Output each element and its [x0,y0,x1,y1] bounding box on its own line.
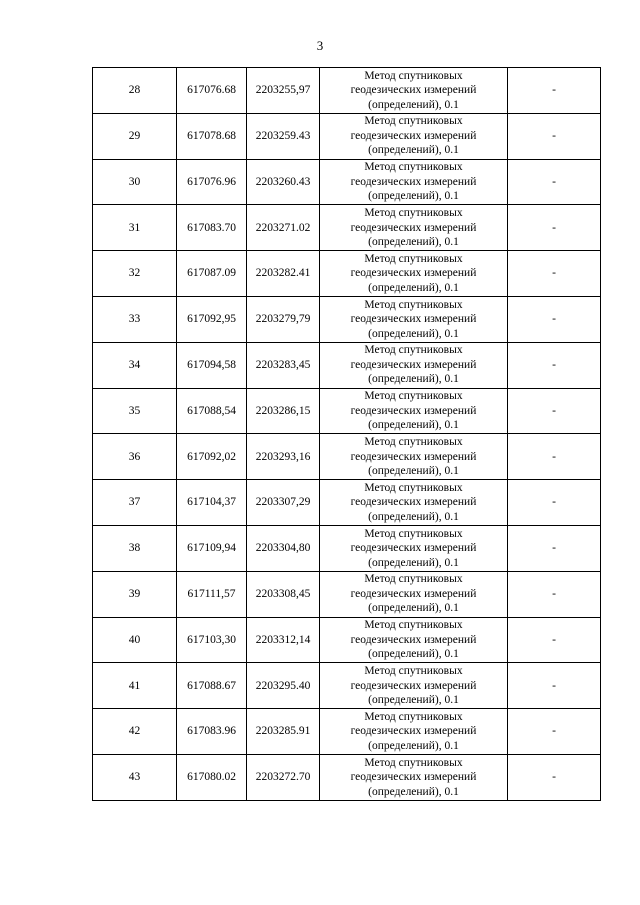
y-coordinate-cell: 2203304,80 [247,525,320,571]
point-number-cell: 35 [93,388,177,434]
y-coordinate-cell: 2203260.43 [247,159,320,205]
method-cell [320,525,508,571]
x-coordinate-cell: 617111,57 [177,571,247,617]
method-text-line: геодезических измерений [350,725,477,738]
method-text-line: геодезических измерений [350,129,477,142]
y-coordinate-cell: 2203307,29 [247,480,320,526]
point-number-cell: 32 [93,251,177,297]
method-cell [320,388,508,434]
table-row [93,388,601,434]
table-row [93,68,601,114]
method-cell [320,663,508,709]
method-text-line: (определений), 0.1 [368,465,459,478]
method-text-line: геодезических измерений [350,313,477,326]
extra-cell: - [508,342,601,388]
extra-cell: - [508,434,601,480]
method-text-line: Метод спутниковых [364,573,463,586]
x-coordinate-cell: 617104,37 [177,480,247,526]
method-text-line: (определений), 0.1 [368,556,459,569]
method-cell [320,342,508,388]
table-row [93,754,601,800]
table-row [93,342,601,388]
method-cell [320,571,508,617]
point-number-cell: 39 [93,571,177,617]
extra-cell: - [508,205,601,251]
table-row [93,617,601,663]
x-coordinate-cell: 617088.67 [177,663,247,709]
x-coordinate-cell: 617087.09 [177,251,247,297]
method-cell [320,159,508,205]
method-cell [320,480,508,526]
method-text-line: Метод спутниковых [364,710,463,723]
table-row [93,205,601,251]
method-text-line: геодезических измерений [350,404,477,417]
method-text-line: Метод спутниковых [364,756,463,769]
point-number-cell: 33 [93,296,177,342]
method-text-line: геодезических измерений [350,84,477,97]
x-coordinate-cell: 617076.96 [177,159,247,205]
point-number-cell: 40 [93,617,177,663]
point-number-cell: 38 [93,525,177,571]
x-coordinate-cell: 617088,54 [177,388,247,434]
method-cell [320,296,508,342]
x-coordinate-cell: 617080.02 [177,754,247,800]
method-text-line: Метод спутниковых [364,481,463,494]
coordinates-table [92,67,601,801]
extra-cell: - [508,709,601,755]
x-coordinate-cell: 617092,95 [177,296,247,342]
point-number-cell: 34 [93,342,177,388]
method-text-line: геодезических измерений [350,679,477,692]
x-coordinate-cell: 617076.68 [177,68,247,114]
method-text-line: (определений), 0.1 [368,785,459,798]
method-text-line: Метод спутниковых [364,665,463,677]
method-text-line: (определений), 0.1 [368,281,459,294]
method-text-line: Метод спутниковых [364,298,463,311]
table-row [93,251,601,297]
point-number-cell: 43 [93,754,177,800]
point-number-cell: 37 [93,480,177,526]
point-number-cell: 42 [93,709,177,755]
y-coordinate-cell: 2203312,14 [247,617,320,663]
table-row [93,159,601,205]
y-coordinate-cell: 2203271.02 [247,205,320,251]
method-cell [320,68,508,114]
table-row [93,571,601,617]
method-text-line: Метод спутниковых [364,619,463,632]
method-text-line: (определений), 0.1 [368,739,459,752]
y-coordinate-cell: 2203255,97 [247,68,320,114]
x-coordinate-cell: 617078.68 [177,113,247,159]
y-coordinate-cell: 2203285.91 [247,709,320,755]
extra-cell: - [508,68,601,114]
method-text-line: (определений), 0.1 [368,694,459,706]
extra-cell: - [508,480,601,526]
table-row [93,434,601,480]
y-coordinate-cell: 2203272.70 [247,754,320,800]
method-cell [320,113,508,159]
method-text-line: геодезических измерений [350,267,477,280]
y-coordinate-cell: 2203279,79 [247,296,320,342]
x-coordinate-cell: 617109,94 [177,525,247,571]
point-number-cell: 28 [93,68,177,114]
extra-cell: - [508,251,601,297]
method-cell [320,709,508,755]
point-number-cell: 30 [93,159,177,205]
extra-cell: - [508,617,601,663]
point-number-cell: 36 [93,434,177,480]
method-cell [320,205,508,251]
table-row [93,525,601,571]
y-coordinate-cell: 2203293,16 [247,434,320,480]
x-coordinate-cell: 617083.96 [177,709,247,755]
method-text-line: Метод спутниковых [364,207,463,220]
method-text-line: геодезических измерений [350,587,477,600]
method-text-line: геодезических измерений [350,450,477,463]
method-text-line: геодезических измерений [350,496,477,509]
method-text-line: Метод спутниковых [364,115,463,128]
extra-cell: - [508,754,601,800]
point-number-cell: 31 [93,205,177,251]
method-text-line: геодезических измерений [350,771,477,784]
coordinates-table-body [93,68,601,801]
method-text-line: (определений), 0.1 [368,602,459,615]
y-coordinate-cell: 2203308,45 [247,571,320,617]
x-coordinate-cell: 617103,30 [177,617,247,663]
method-text-line: Метод спутниковых [364,527,463,540]
table-row [93,663,601,709]
method-text-line: геодезических измерений [350,633,477,646]
y-coordinate-cell: 2203282.41 [247,251,320,297]
table-row [93,296,601,342]
point-number-cell: 41 [93,663,177,709]
extra-cell: - [508,525,601,571]
x-coordinate-cell: 617083.70 [177,205,247,251]
method-text-line: геодезических измерений [350,542,477,555]
extra-cell: - [508,571,601,617]
method-text-line: геодезических измерений [350,221,477,234]
x-coordinate-cell: 617092,02 [177,434,247,480]
point-number-cell: 29 [93,113,177,159]
y-coordinate-cell: 2203283,45 [247,342,320,388]
method-text-line: Метод спутниковых [364,69,463,82]
method-text-line: (определений), 0.1 [368,510,459,523]
method-text-line: (определений), 0.1 [368,144,459,157]
extra-cell: - [508,159,601,205]
method-text-line: Метод спутниковых [364,252,463,265]
extra-cell: - [508,388,601,434]
method-cell [320,617,508,663]
x-coordinate-cell: 617094,58 [177,342,247,388]
method-cell [320,434,508,480]
method-text-line: геодезических измерений [350,358,477,371]
method-text-line: (определений), 0.1 [368,373,459,386]
method-text-line: геодезических измерений [350,175,477,188]
extra-cell: - [508,113,601,159]
method-cell [320,251,508,297]
method-text-line: Метод спутниковых [364,344,463,357]
method-text-line: (определений), 0.1 [368,236,459,249]
method-text-line: Метод спутниковых [364,436,463,449]
y-coordinate-cell: 2203259.43 [247,113,320,159]
method-text-line: (определений), 0.1 [368,419,459,432]
method-text-line: (определений), 0.1 [368,98,459,111]
method-text-line: (определений), 0.1 [368,327,459,340]
y-coordinate-cell: 2203295.40 [247,663,320,709]
extra-cell: - [508,296,601,342]
method-text-line: (определений), 0.1 [368,648,459,661]
table-row [93,113,601,159]
method-text-line: Метод спутниковых [364,390,463,403]
y-coordinate-cell: 2203286,15 [247,388,320,434]
method-cell [320,754,508,800]
extra-cell: - [508,663,601,709]
method-text-line: Метод спутниковых [364,161,463,174]
table-row [93,480,601,526]
page-number: 3 [316,38,324,53]
table-row [93,709,601,755]
method-text-line: (определений), 0.1 [368,190,459,203]
